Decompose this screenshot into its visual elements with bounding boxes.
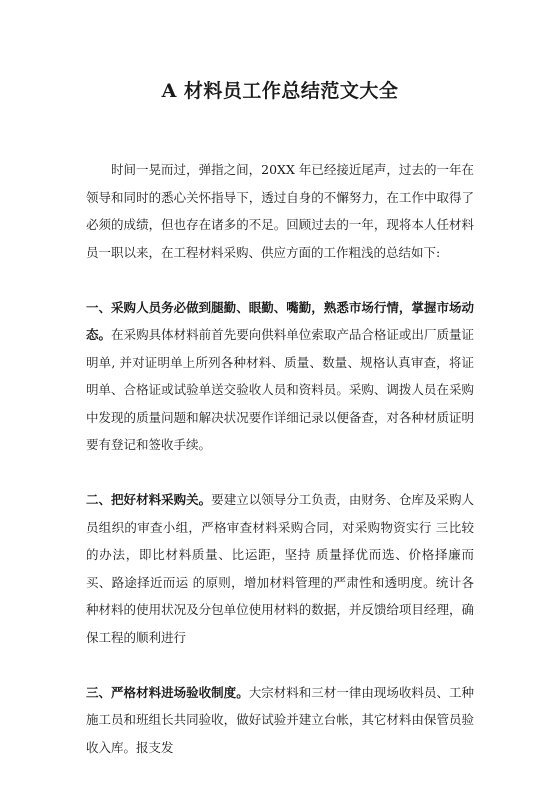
section-1-body: 在采购具体材料前首先要向供料单位索取产品合格证或出厂质量证明单, 并对证明单上所列各种材料、质量、数量、规格认真审查，将证明单、合格证或试验单送交验收人员和资料员。采购、调拨人员在采购中发现的质量问题和解决状况要作详细记录以便备查，对各种材质证明要有登记和签收手续。 — [86, 327, 474, 452]
section-3-body: 大宗材料和三材一律由现场收料员、工种施工员和班组长共同验收，做好试验并建立台帐，其它材料由保管员验收入库。报支发 — [86, 684, 474, 755]
section-3-heading: 三、严格材料进场验收制度。 — [86, 684, 249, 700]
document-title: A 材料员工作总结范文大全 — [161, 80, 399, 102]
section-2-body: 要建立以领导分工负责，由财务、仓库及采购人员组织的审查小组，严格审查材料采购合同，对采购物资实行 三比较 的办法，即比材料质量、比运距，坚持 质量择优而选、价格择廉而买、路途择近而运 的原则，增加材料管理的严肃性和透明度。统计各种材料的使用状况及分包单位使用材料的数据，并反馈给项目经理，确保工程的顺利进行 — [86, 492, 474, 645]
section-1-paragraph — [86, 294, 474, 459]
section-3-paragraph — [86, 679, 474, 762]
document-body — [86, 156, 474, 761]
section-2-paragraph — [86, 486, 474, 651]
section-2-heading: 二、把好材料采购关。 — [86, 492, 212, 507]
intro-paragraph: 时间一晃而过，弹指之间，20XX 年已经接近尾声，过去的一年在领导和同时的悉心关怀指导下，透过自身的不懈努力，在工作中取得了必须的成绩，但也存在诸多的不足。回顾过去的一年，现将本人任材料员一职以来，在工程材料采购、供应方面的工作粗浅的总结如下: — [86, 162, 474, 260]
section-1-heading: 一、采购人员务必做到腿勤、眼勤、嘴勤，熟悉市场行情，掌握市场动态。 — [86, 299, 474, 342]
